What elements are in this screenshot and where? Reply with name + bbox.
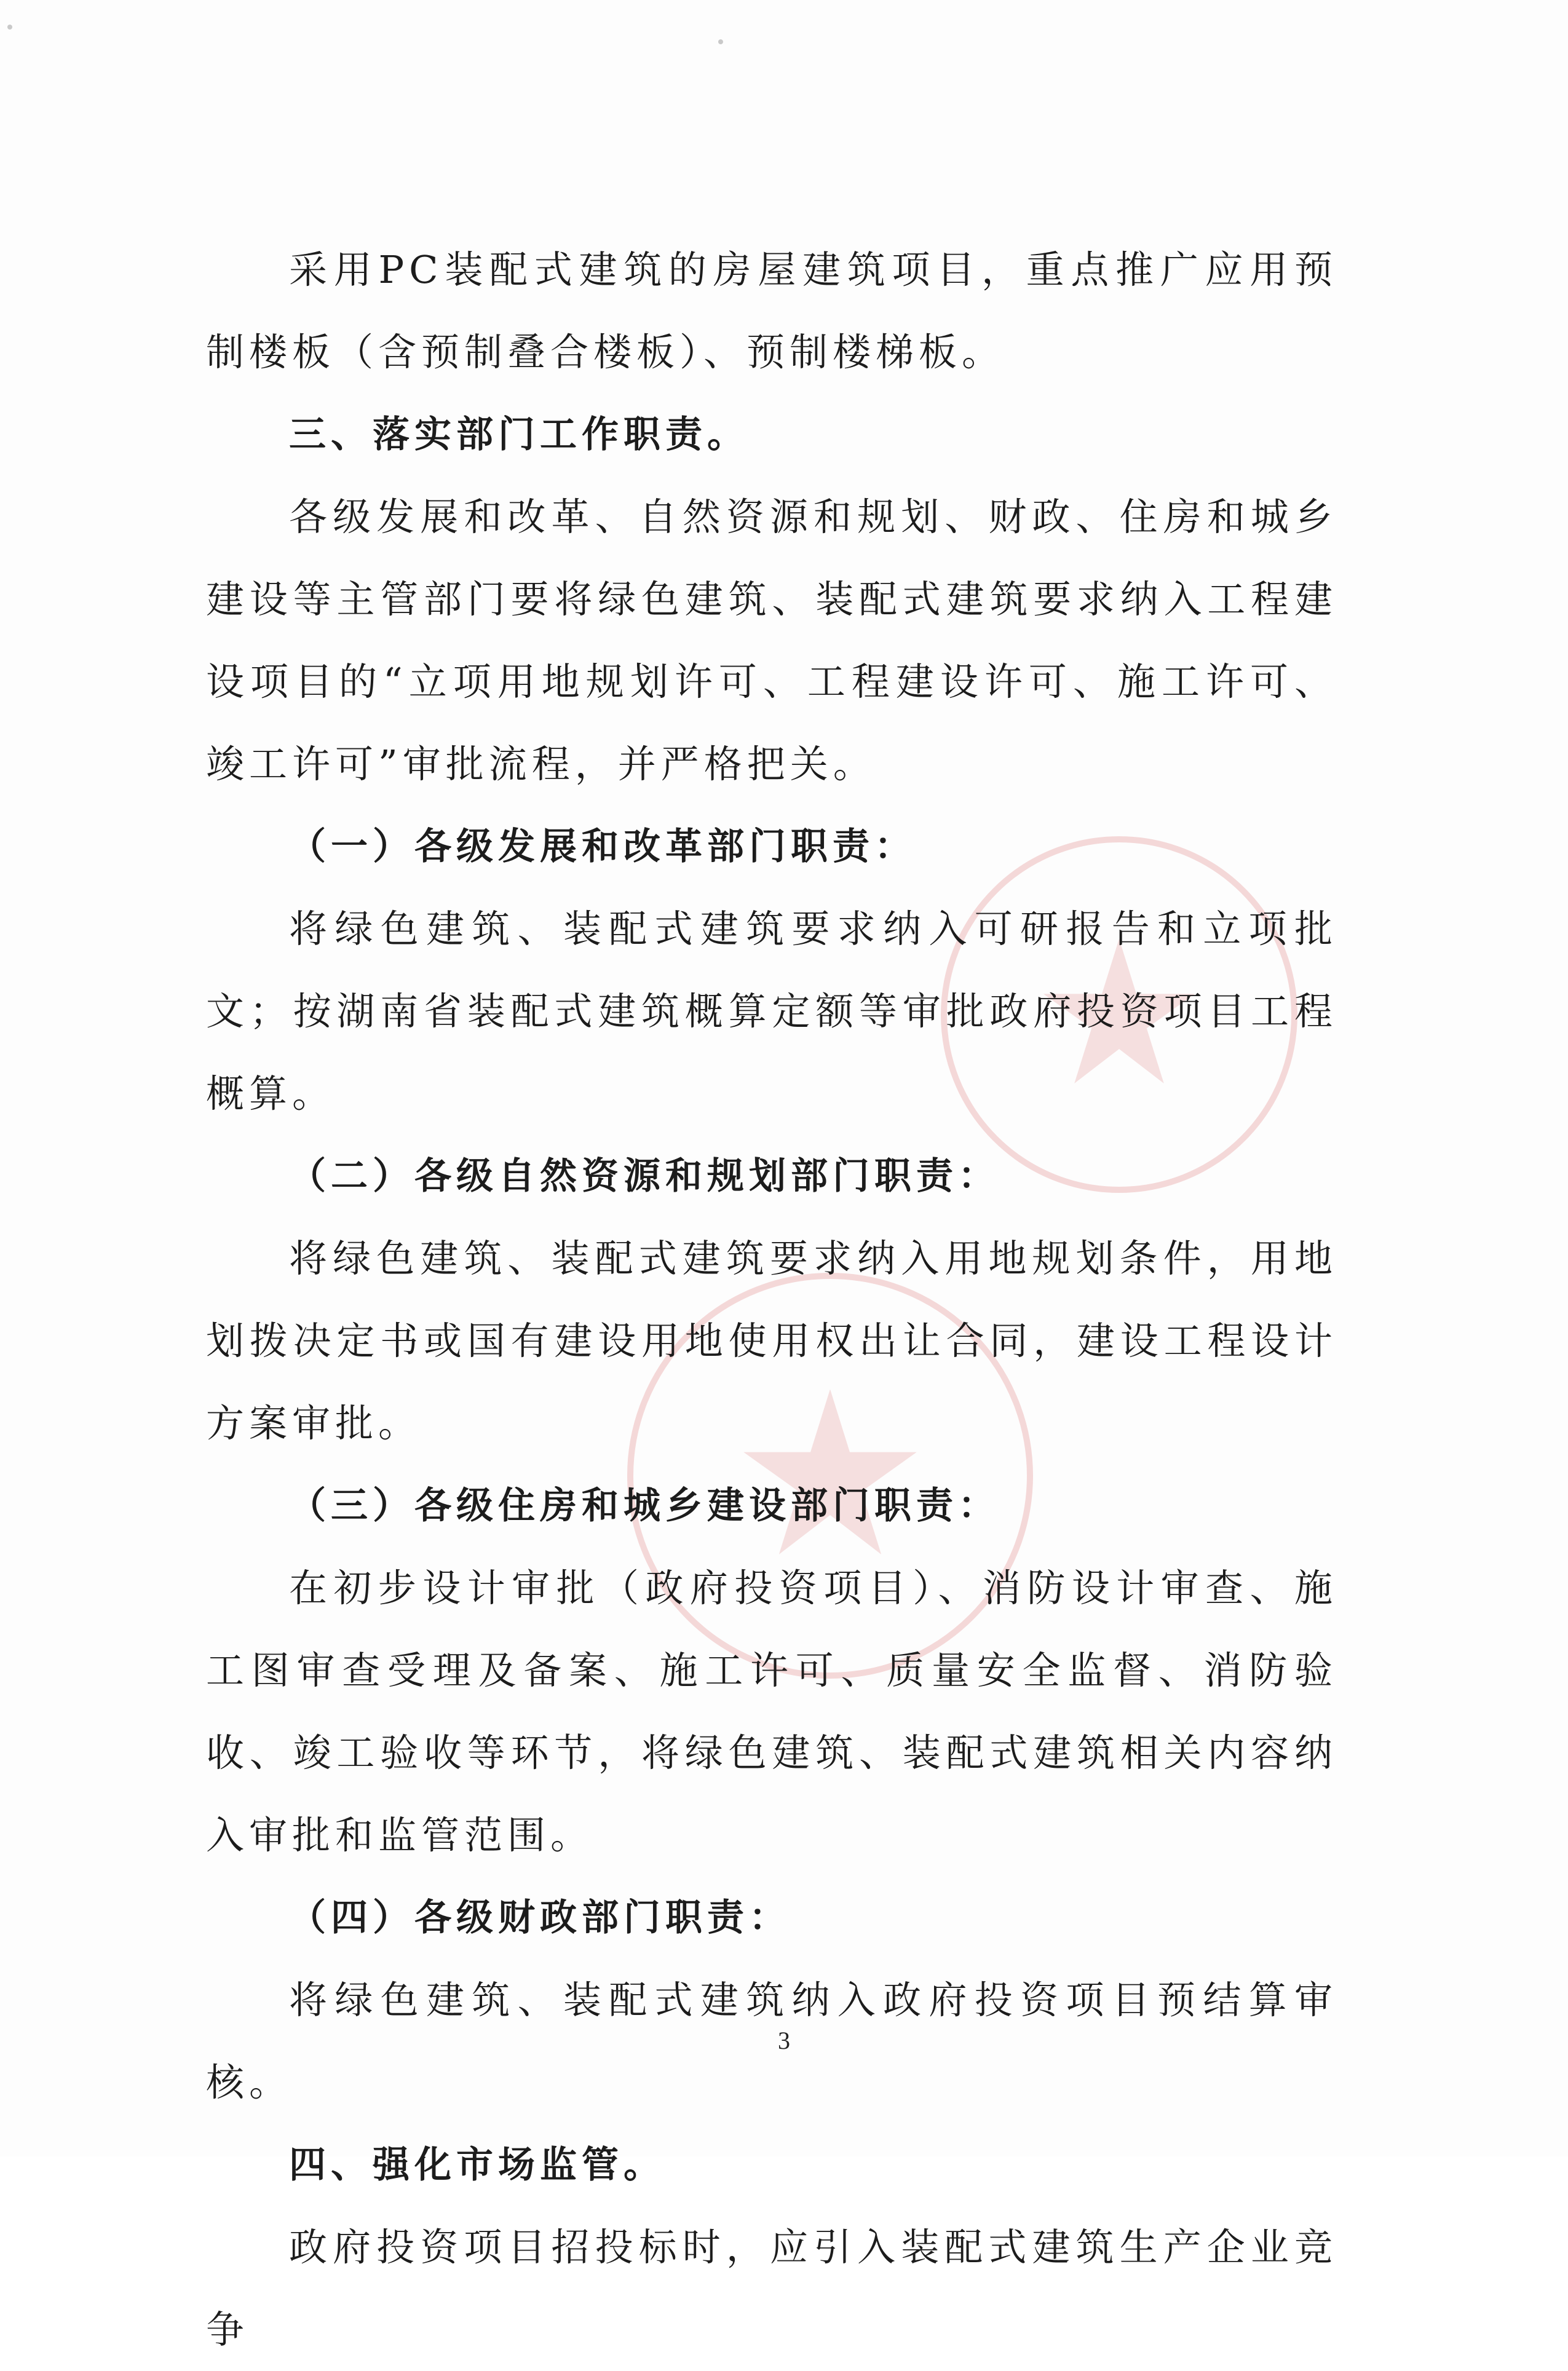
subsection-heading: （一）各级发展和改革部门职责： [289, 825, 916, 868]
body-paragraph: 政府投资项目招投标时，应引入装配式建筑生产企业竞争 [206, 2225, 1337, 2352]
section-heading: 三、落实部门工作职责。 [289, 413, 749, 456]
body-paragraph: 将绿色建筑、装配式建筑纳入政府投资项目预结算审核。 [206, 1977, 1337, 2105]
page-number: 3 [778, 2027, 790, 2054]
body-paragraph: 采用PC装配式建筑的房屋建筑项目，重点推广应用预制楼板（含预制叠合楼板）、预制楼梯板。 [206, 247, 1337, 374]
scan-speck [7, 25, 12, 30]
scan-speck [718, 39, 723, 44]
body-paragraph: 各级发展和改革、自然资源和规划、财政、住房和城乡建设等主管部门要将绿色建筑、装配式建筑要求纳入工程建设项目的“立项用地规划许可、工程建设许可、施工许可、竣工许可”审批流程，并严格把关。 [206, 494, 1337, 786]
subsection-heading: （四）各级财政部门职责： [289, 1896, 791, 1939]
body-paragraph: 将绿色建筑、装配式建筑要求纳入用地规划条件，用地划拨决定书或国有建设用地使用权出让合同，建设工程设计方案审批。 [206, 1236, 1337, 1446]
subsection-heading: （三）各级住房和城乡建设部门职责： [289, 1484, 1000, 1527]
subsection-heading: （二）各级自然资源和规划部门职责： [289, 1155, 1000, 1198]
section-heading: 四、强化市场监管。 [289, 2143, 665, 2187]
body-paragraph: 将绿色建筑、装配式建筑要求纳入可研报告和立项批文；按湖南省装配式建筑概算定额等审批政府投资项目工程概算。 [206, 906, 1337, 1116]
body-paragraph: 在初步设计审批（政府投资项目）、消防设计审查、施工图审查受理及备案、施工许可、质量安全监督、消防验收、竣工验收等环节，将绿色建筑、装配式建筑相关内容纳入审批和监管范围。 [206, 1565, 1337, 1858]
